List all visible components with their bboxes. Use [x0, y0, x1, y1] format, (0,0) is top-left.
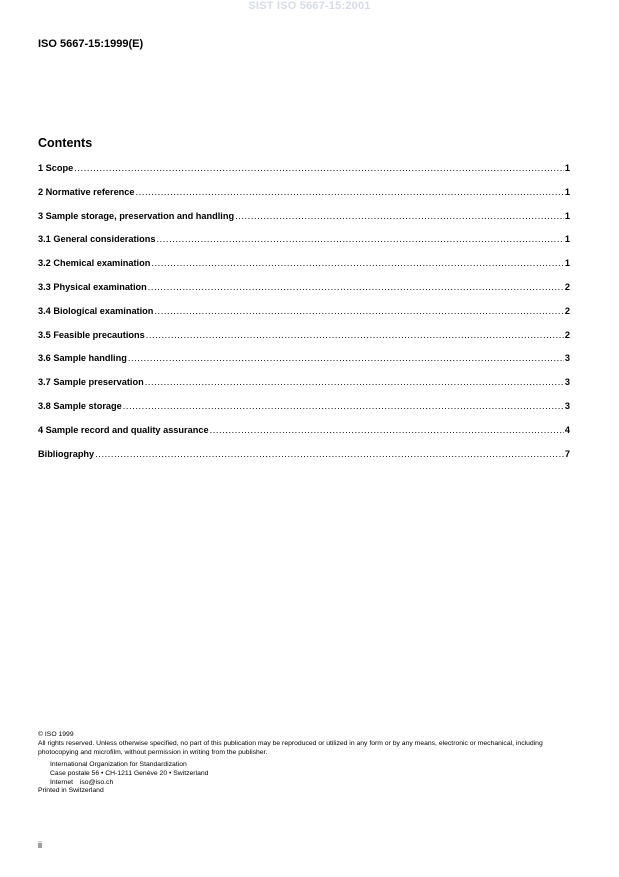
- toc-entry-title: 3.4 Biological examination: [38, 305, 154, 316]
- toc-entry[interactable]: [38, 234, 570, 258]
- watermark: SIST ISO 5667-15:2001: [248, 0, 371, 12]
- toc-leader: [95, 449, 564, 459]
- document-id: ISO 5667-15:1999(E): [38, 38, 144, 50]
- toc-entry-page: 1: [564, 186, 570, 197]
- toc-entry-title: Bibliography: [38, 448, 95, 459]
- toc-entry-title: 3.8 Sample storage: [38, 400, 122, 411]
- toc-entry[interactable]: [38, 282, 570, 306]
- toc-entry-title: 3.1 General considerations: [38, 234, 156, 245]
- toc-entry-page: 3: [564, 400, 570, 411]
- toc-leader: [235, 211, 564, 221]
- toc-entry[interactable]: [38, 306, 570, 330]
- toc-entry-page: 2: [564, 281, 570, 292]
- toc-leader: [154, 306, 563, 316]
- toc-leader: [128, 353, 564, 363]
- toc-entry[interactable]: [38, 377, 570, 401]
- toc-entry-page: 3: [564, 353, 570, 364]
- toc-entry-title: 1 Scope: [38, 163, 74, 173]
- toc-entry-title: 3 Sample storage, preservation and handling: [38, 210, 235, 221]
- toc-entry-title: 3.2 Chemical examination: [38, 258, 151, 269]
- toc-entry-page: 7: [564, 448, 570, 459]
- toc-entry-page: 1: [564, 258, 570, 269]
- toc-entry[interactable]: [38, 258, 570, 282]
- toc-entry-title: 4 Sample record and quality assurance: [38, 424, 209, 435]
- toc-leader: [151, 258, 564, 268]
- toc-entry[interactable]: [38, 330, 570, 354]
- toc-entry[interactable]: [38, 187, 570, 211]
- page-number: ii: [38, 840, 42, 850]
- table-of-contents: [38, 163, 570, 472]
- toc-entry-page: 1: [564, 210, 570, 221]
- toc-leader: [210, 425, 564, 435]
- organization-address: Case postale 56 • CH-1211 Genève 20 • Switzerland: [50, 769, 209, 777]
- toc-leader: [123, 401, 564, 411]
- toc-entry[interactable]: [38, 401, 570, 425]
- toc-entry[interactable]: [38, 211, 570, 235]
- internet-contact: [38, 779, 578, 788]
- toc-entry-title: 3.6 Sample handling: [38, 353, 127, 364]
- toc-entry[interactable]: [38, 163, 570, 187]
- toc-entry-page: 1: [564, 234, 570, 245]
- toc-entry-title: 3.5 Feasible precautions: [38, 329, 145, 340]
- toc-leader: [74, 163, 564, 173]
- toc-entry[interactable]: [38, 425, 570, 449]
- internet-label: Internet: [50, 778, 74, 786]
- toc-leader: [145, 377, 564, 387]
- toc-leader: [146, 330, 564, 340]
- toc-entry[interactable]: [38, 353, 570, 377]
- toc-leader: [148, 282, 564, 292]
- copyright-footer: [38, 731, 578, 796]
- printed-location: Printed in Switzerland: [38, 787, 104, 795]
- toc-entry-page: 1: [564, 163, 570, 173]
- toc-entry-page: 4: [564, 424, 570, 435]
- toc-entry-title: 3.7 Sample preservation: [38, 377, 144, 388]
- toc-entry-title: 3.3 Physical examination: [38, 281, 147, 292]
- toc-leader: [136, 187, 564, 197]
- contents-heading: Contents: [38, 136, 93, 150]
- toc-entry-title: 2 Normative reference: [38, 186, 135, 197]
- copyright-line: © ISO 1999: [38, 731, 74, 738]
- toc-entry-page: 2: [564, 329, 570, 340]
- rights-statement: All rights reserved. Unless otherwise specified, no part of this publication may be reproduced or utilized in any form or by any means, electronic or mechanical, including photocopying and microfilm, without permission in writing from the publisher.: [38, 739, 543, 756]
- organization-name: International Organization for Standardization: [50, 760, 187, 768]
- toc-entry-page: 3: [564, 377, 570, 388]
- toc-entry-page: 2: [564, 305, 570, 316]
- toc-leader: [156, 234, 563, 244]
- internet-email[interactable]: iso@iso.ch: [79, 778, 114, 786]
- toc-entry[interactable]: [38, 449, 570, 473]
